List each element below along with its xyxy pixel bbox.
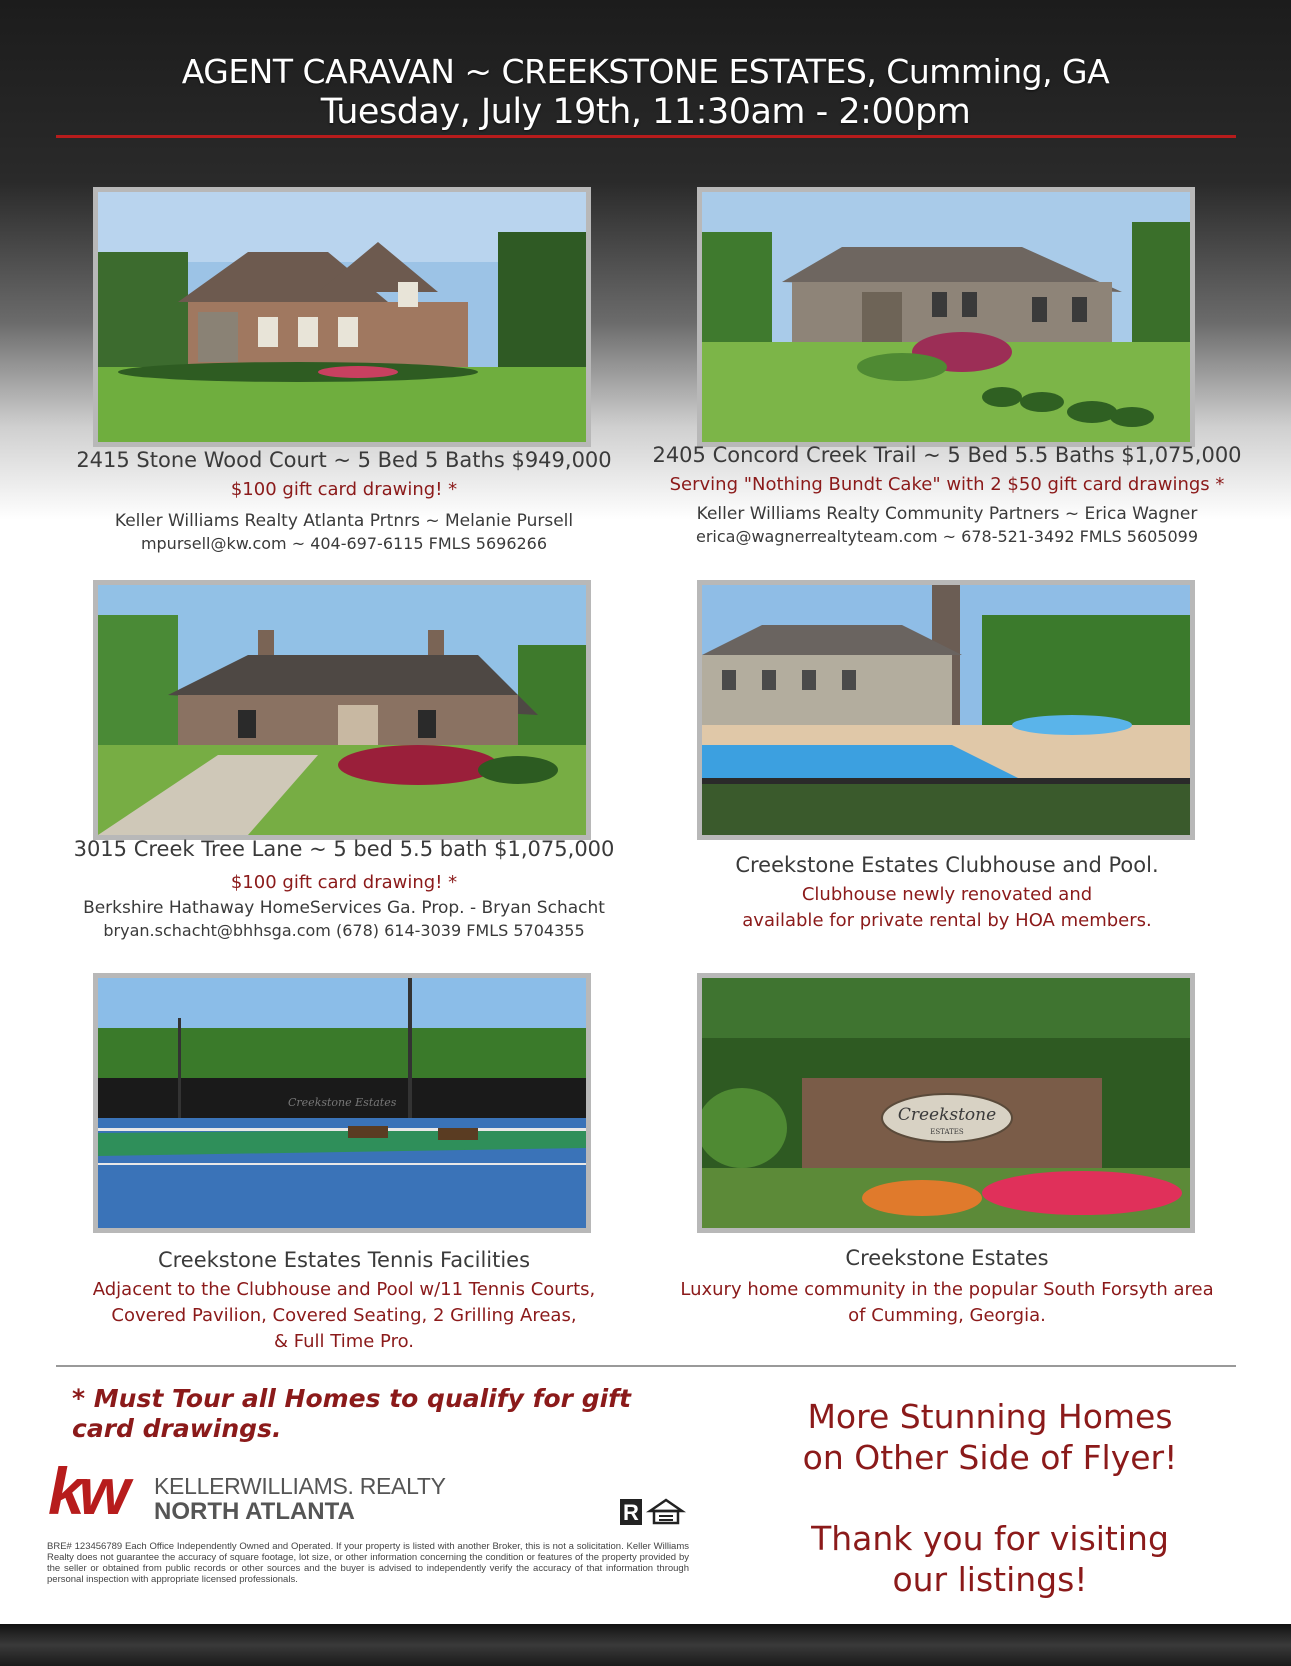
amenity-photo-clubhouse-pool: [697, 580, 1195, 840]
amenity-description-line: Luxury home community in the popular South Forsyth area: [680, 1279, 1214, 1300]
amenity-title: Creekstone Estates Tennis Facilities: [157, 1248, 531, 1272]
brokerage-name: [154, 1473, 446, 1500]
realtor-icon: [620, 1499, 642, 1525]
brand-williams: WILLIAMS.: [240, 1473, 354, 1499]
legal-disclaimer: BRE# 123456789 Each Office Independently Owned and Operated. If your property is listed with another Broker, this is not a solicitation. Keller Williams Realty does not guarantee the accuracy of square footage, lot size, or other information concerning the condition or features of the property provided by the seller or obtained from public records or other sources and the buyer is advised to independently verify the accuracy of that information through personal inspection with appropriate licensed professionals.: [47, 1541, 689, 1585]
amenity-description-line: & Full Time Pro.: [274, 1331, 414, 1352]
event-date-time: Tuesday, July 19th, 11:30am - 2:00pm: [320, 92, 971, 132]
amenity-description-line: of Cumming, Georgia.: [848, 1305, 1046, 1326]
footer-band: [0, 1624, 1291, 1666]
listing-title: 2405 Concord Creek Trail ~ 5 Bed 5.5 Baths $1,075,000: [652, 443, 1242, 467]
amenity-photo-tennis: [93, 973, 591, 1233]
amenity-title: Creekstone Estates: [845, 1246, 1049, 1270]
listing-agent: Berkshire Hathaway HomeServices Ga. Prop. - Bryan Schacht: [83, 898, 605, 918]
listing-contact: erica@wagnerrealtyteam.com ~ 678-521-3492 FMLS 5605099: [695, 527, 1199, 546]
brokerage-office: NORTH ATLANTA: [154, 1498, 355, 1525]
gift-card-qualification-note: * Must Tour all Homes to qualify for gift card drawings.: [72, 1384, 632, 1443]
thank-you-note: [760, 1518, 1220, 1600]
amenity-description-line: Covered Pavilion, Covered Seating, 2 Grilling Areas,: [111, 1305, 577, 1326]
listing-agent: Keller Williams Realty Atlanta Prtnrs ~ Melanie Pursell: [114, 511, 574, 531]
promo-line: More Stunning Homes: [807, 1397, 1173, 1436]
header-divider: [56, 135, 1236, 138]
listing-photo-creek-tree: [93, 580, 591, 840]
kw-logo: kw: [48, 1454, 125, 1528]
entrance-sign-text: Creekstone: [897, 1105, 997, 1125]
listing-caption-stone-wood: [44, 445, 644, 555]
listing-caption-creek-tree: [44, 834, 644, 942]
listing-promo: $100 gift card drawing! *: [230, 872, 458, 893]
flyer-reverse-note: [760, 1396, 1220, 1478]
amenity-photo-entrance: [697, 973, 1195, 1233]
brand-keller: KELLER: [154, 1473, 240, 1499]
amenity-description-line: available for private rental by HOA members.: [742, 910, 1152, 931]
promo-line: Thank you for visiting: [811, 1519, 1169, 1558]
listing-title: 2415 Stone Wood Court ~ 5 Bed 5 Baths $949,000: [76, 448, 612, 472]
amenity-caption-tennis: [44, 1245, 644, 1355]
listing-title: 3015 Creek Tree Lane ~ 5 bed 5.5 bath $1,075,000: [73, 837, 615, 861]
listing-agent: Keller Williams Realty Community Partners ~ Erica Wagner: [696, 504, 1198, 524]
amenity-description-line: Clubhouse newly renovated and: [801, 884, 1093, 905]
listing-contact: mpursell@kw.com ~ 404-697-6115 FMLS 5696266: [140, 534, 548, 553]
listing-photo-stone-wood: [93, 187, 591, 447]
listing-contact: bryan.schacht@bhhsga.com (678) 614-3039 FMLS 5704355: [103, 921, 585, 940]
amenity-caption-entrance: [647, 1243, 1247, 1329]
svg-text:R: R: [623, 1500, 639, 1525]
promo-line: our listings!: [892, 1560, 1088, 1599]
entrance-sign-subtext: ESTATES: [930, 1128, 964, 1136]
tennis-windscreen-text: Creekstone Estates: [288, 1096, 397, 1109]
equal-housing-icon: [650, 1500, 682, 1523]
listing-promo: Serving "Nothing Bundt Cake" with 2 $50 gift card drawings *: [669, 474, 1225, 495]
listing-caption-concord-creek: [647, 440, 1247, 548]
amenity-caption-clubhouse-pool: [647, 850, 1247, 934]
amenity-description-line: Adjacent to the Clubhouse and Pool w/11 Tennis Courts,: [92, 1279, 596, 1300]
promo-line: on Other Side of Flyer!: [802, 1438, 1178, 1477]
page-title: AGENT CARAVAN ~ CREEKSTONE ESTATES, Cumming, GA: [181, 52, 1110, 91]
listing-promo: $100 gift card drawing! *: [230, 479, 458, 500]
amenity-title: Creekstone Estates Clubhouse and Pool.: [735, 853, 1159, 877]
footer-divider: [56, 1365, 1236, 1367]
compliance-icons: [618, 1497, 688, 1536]
listing-photo-concord-creek: [697, 187, 1195, 447]
brand-realty: REALTY: [353, 1473, 446, 1499]
